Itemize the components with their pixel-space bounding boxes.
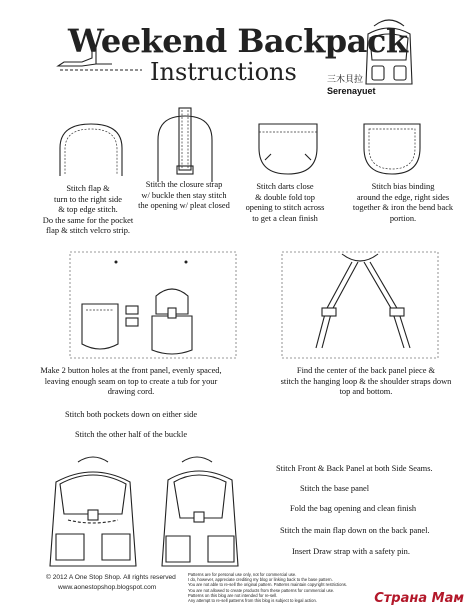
backpack-side-illustration xyxy=(152,452,248,572)
final-step-1: Stitch Front & Back Panel at both Side Seams. xyxy=(276,464,433,473)
sewing-machine-foot-icon xyxy=(52,44,162,76)
step-flap-caption: Stitch flap & turn to the right side & top edge stitch. Do the same for the pocket flap & stitch velcro strip. xyxy=(42,184,134,235)
watermark-logo: Страна Мам xyxy=(374,591,464,606)
copyright-text: © 2012 A One Stop Shop. All rights reserved xyxy=(46,574,176,581)
final-step-5: Insert Draw strap with a safety pin. xyxy=(292,547,410,556)
site-link[interactable]: www.aonestopshop.blogspot.com xyxy=(58,584,157,591)
backpack-sketch-icon xyxy=(360,14,418,92)
pockets-caption: Stitch both pockets down on either side xyxy=(64,410,198,419)
front-panel-caption: Make 2 button holes at the front panel, evenly spaced, leaving enough seam on top to create a tub for your drawing cord. xyxy=(40,366,222,396)
dart-pocket-illustration xyxy=(255,120,321,178)
final-step-2: Stitch the base panel xyxy=(300,484,370,493)
buckle-caption: Stitch the other half of the buckle xyxy=(74,430,188,439)
back-panel-illustration xyxy=(280,250,440,360)
back-panel-caption: Find the center of the back panel piece & stitch the hanging loop & the shoulder straps down top and bottom. xyxy=(280,366,452,396)
author-name: Serenayuet xyxy=(327,86,376,96)
final-step-4: Stitch the main flap down on the back panel. xyxy=(280,526,430,535)
flap-illustration xyxy=(56,118,126,180)
fine-print: Patterns are for personal use only, not for commercial use. I do, however, appreciate crediting my blog or linking back to the base pattern. You are not able to re-sell the original pattern. Patterns maintain copyright restrictions. You are not allowed to create products from these patterns for commercial use. Patterns on this blog are not intended for re-sell. Any attempt to re-sell patterns from this blog is subject to legal action. xyxy=(188,572,348,604)
page-subtitle: Instructions xyxy=(150,58,297,86)
bias-binding-illustration xyxy=(360,120,424,178)
step-bias-caption: Stitch bias binding around the edge, right sides together & iron the bend back portion. xyxy=(352,182,454,223)
step-closure-caption: Stitch the closure strap w/ buckle then stay stitch the opening w/ pleat closed xyxy=(138,180,230,210)
step-darts-caption: Stitch darts close & double fold top opening to stitch across to get a clean finish xyxy=(245,182,325,223)
author-cjk-name: 三木貝拉 xyxy=(327,75,364,85)
closure-strap-illustration xyxy=(152,106,218,186)
final-step-3: Fold the bag opening and clean finish xyxy=(290,504,417,513)
front-panel-illustration xyxy=(68,250,238,360)
page-title: Weekend Backpack xyxy=(68,22,408,60)
backpack-front-illustration xyxy=(40,452,146,574)
